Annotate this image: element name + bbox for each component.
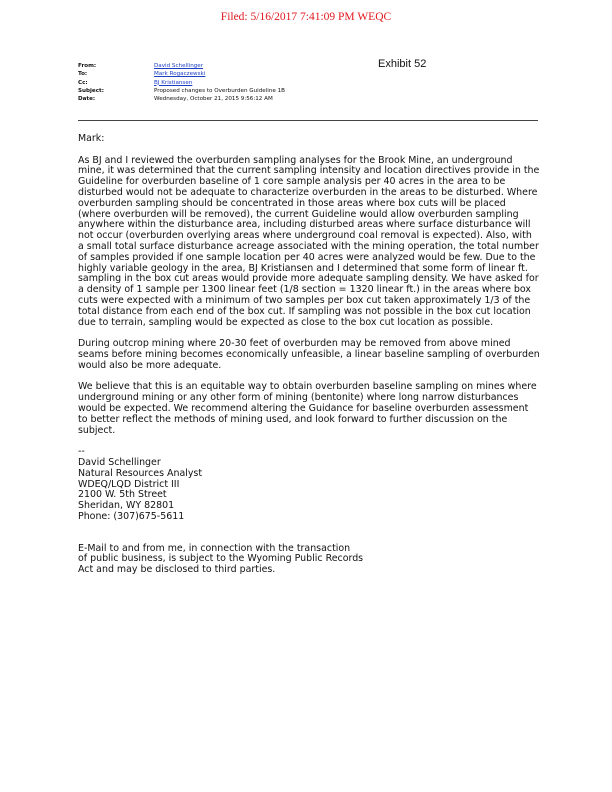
- cc-label: Cc:: [78, 79, 88, 86]
- records-disclaimer: [78, 544, 540, 576]
- body-paragraph: We believe that this is an equitable way to obtain overburden baseline sampling on mines where underground mining or any other form of mining (bentonite) where long narrow disturbances would be expected. We recommend altering the Guidance for baseline overburden assessment to better reflect the methods of mining used, and look forward to further discussion on the subject.: [78, 381, 537, 436]
- signature-block: [78, 447, 540, 523]
- signature-org: WDEQ/LQD District III: [78, 478, 180, 490]
- exhibit-label: Exhibit 52: [378, 58, 427, 70]
- filed-stamp: Filed: 5/16/2017 7:41:09 PM WEQC: [220, 11, 392, 23]
- from-label: From:: [78, 63, 97, 69]
- email-body: [78, 134, 540, 576]
- cc-row: [78, 79, 285, 87]
- signature-phone: Phone: (307)675-5611: [78, 510, 185, 522]
- to-row: [78, 70, 285, 78]
- signature-city: Sheridan, WY 82801: [78, 500, 175, 512]
- signature-street: 2100 W. 5th Street: [78, 489, 167, 501]
- signature-separator: --: [78, 446, 85, 458]
- subject-value: Proposed changes to Overburden Guideline 1B: [154, 87, 285, 94]
- email-header: [78, 62, 285, 103]
- signature-name: David Schellinger: [78, 456, 161, 468]
- greeting: Mark:: [78, 133, 105, 144]
- cc-link[interactable]: BJ Kristiansen: [154, 79, 193, 86]
- to-link[interactable]: Mark Rogaczewski: [154, 71, 206, 78]
- to-label: To:: [78, 71, 88, 78]
- subject-row: [78, 87, 285, 95]
- body-paragraph: During outcrop mining where 20-30 feet of overburden may be removed from above mined seams before mining becomes economically unfeasible, a linear baseline sampling of overburden would also be more adequate.: [78, 338, 540, 371]
- from-link[interactable]: David Schellinger: [154, 63, 204, 69]
- from-row: [78, 62, 285, 70]
- disclaimer-line: Act and may be disclosed to third parties.: [78, 564, 276, 576]
- date-row: [78, 95, 285, 103]
- disclaimer-line: E-Mail to and from me, in connection with the transaction: [78, 542, 351, 554]
- date-label: Date:: [78, 96, 96, 103]
- header-divider: [78, 120, 538, 121]
- subject-label: Subject:: [78, 87, 104, 94]
- body-paragraph: As BJ and I reviewed the overburden sampling analyses for the Brook Mine, an underground mine, it was determined that the current sampling intensity and location directives provide in the Guideline for overburden baseline of 1 core sample analysis per 40 acres in the area to be disturbed would not be adequate to characterize overburden in the areas to be disturbed. Where overburden sampling should be concentrated in those areas where box cuts will be placed (where overburden will be removed), the current Guideline would allow overburden sampling anywhere within the disturbance area, including disturbed areas where surface disturbance will not occur (overburden overlying areas where underground coal removal is expected). Also, with a small total surface disturbance acreage associated with the mining operation, the total number of samples provided if one sample location per 40 acres were analyzed would be few. Due to the highly variable geology in the area, BJ Kristiansen and I determined that some form of linear ft. sampling in the box cut areas would provide more adequate sampling density. We have asked for a density of 1 sample per 1300 linear feet (1/8 section = 1320 linear ft.) in the areas where box cuts were expected with a minimum of two samples per box cut taken approximately 1/3 of the total distance from each end of the box cut. If sampling was not possible in the box cut location due to terrain, sampling would be expected as close to the box cut location as possible.: [78, 154, 540, 328]
- date-value: Wednesday, October 21, 2015 9:56:12 AM: [154, 96, 273, 103]
- disclaimer-line: of public business, is subject to the Wyoming Public Records: [78, 553, 364, 565]
- signature-title: Natural Resources Analyst: [78, 467, 203, 479]
